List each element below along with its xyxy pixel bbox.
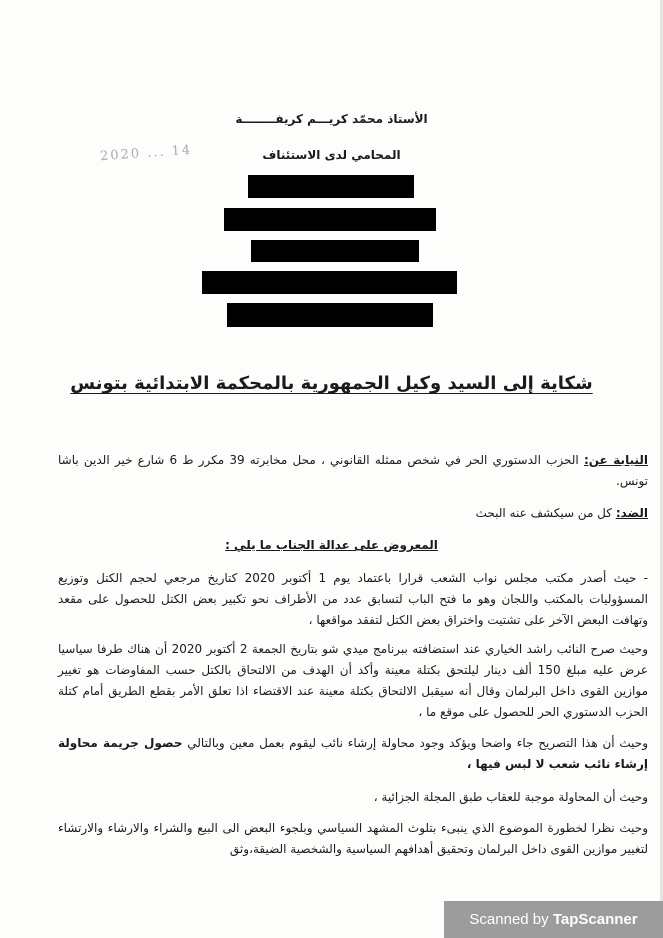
complainant-text: الحزب الدستوري الحر في شخص ممثله القانوني ، محل مخابرته 39 مكرر ط 6 شارع خير الدين باشا تونس. xyxy=(58,453,648,488)
document-title: شكاية إلى السيد وكيل الجمهورية بالمحكمة الابتدائية بتونس xyxy=(70,373,593,394)
redaction-bar-4 xyxy=(202,271,457,294)
lawyer-name: الأستاذ محمّد كريـــم كريفــــــــة xyxy=(235,112,428,126)
paragraph-5: وحيث نظرا لخطورة الموضوع الذي ينبىء بتلوث المشهد السياسي وبلجوء البعض الى البيع والشراء والارشاء والارتشاء لتغيير موازين القوى داخل البرلمان وتحقيق أهدافهم السياسية والشخصية الضيقة،وثق xyxy=(58,821,648,856)
section-heading: المعروض على عدالة الجناب ما يلي : xyxy=(225,538,438,552)
watermark-brand: TapScanner xyxy=(552,911,638,928)
defendant-label: الضد: xyxy=(615,506,648,520)
defendant-text: كل من سيكشف عنه البحث xyxy=(475,506,616,520)
paragraph-3-emphasis: حصول جريمة محاولة إرشاء نائب شعب لا لبس فيها ، xyxy=(58,736,648,771)
lawyer-role: المحامي لدى الاستئناف xyxy=(262,148,401,162)
defendant-block xyxy=(58,503,648,524)
complainant-label: النيابة عن: xyxy=(583,453,648,467)
paragraph-3-text: وحيث أن هذا التصريح جاء واضحا ويؤكد وجود محاولة إرشاء نائب ليقوم بعمل معين وبالتالي xyxy=(182,736,648,750)
paragraph-1: - حيث أصدر مكتب مجلس نواب الشعب قرارا باعتماد يوم 1 أكتوبر 2020 كتاريخ مرجعي لحجم الكتل وتوزيع المسؤوليات بالمكتب واللجان وهو ما فتح الباب لتسابق عدد من الأطراف نحو تكبير بعض الكتل للحصول على مقعد وتهافت البعض الآخر على تشتيت واختراق بعض الكتل لتفقد مواقعها ، xyxy=(58,571,648,627)
paragraph-3 xyxy=(58,733,648,775)
watermark-prefix: Scanned by xyxy=(469,911,553,928)
date-stamp: 2020 ... 14 xyxy=(99,142,193,165)
redaction-bar-1 xyxy=(248,175,414,198)
redaction-bar-2 xyxy=(224,208,436,231)
redaction-bar-3 xyxy=(251,240,419,262)
redaction-bar-5 xyxy=(227,303,433,327)
paragraph-2: وحيث صرح النائب راشد الخياري عند استضافته ببرنامج ميدي شو بتاريخ الجمعة 2 أكتوبر 2020 أن هناك طرفا سياسيا عرض عليه مبلغ 150 ألف دينار ليلتحق بكتلة معينة وأكد أن الهدف من الالتحاق بالكتل حسب المفاوضات هو تغيير موازين القوى داخل البرلمان وقال أنه سيقبل الالتحاق بكتلة معينة عند الاقتضاء اذا تعلق الأمر بقطع الطريق أمام كتلة الحزب الدستوري الحر للحصول على موقع ما ، xyxy=(58,642,649,719)
scanner-watermark xyxy=(444,901,663,938)
complainant-block xyxy=(58,450,648,492)
paragraph-4: وحيث أن المحاولة موجبة للعقاب طبق المجلة الجزائية ، xyxy=(373,790,648,804)
